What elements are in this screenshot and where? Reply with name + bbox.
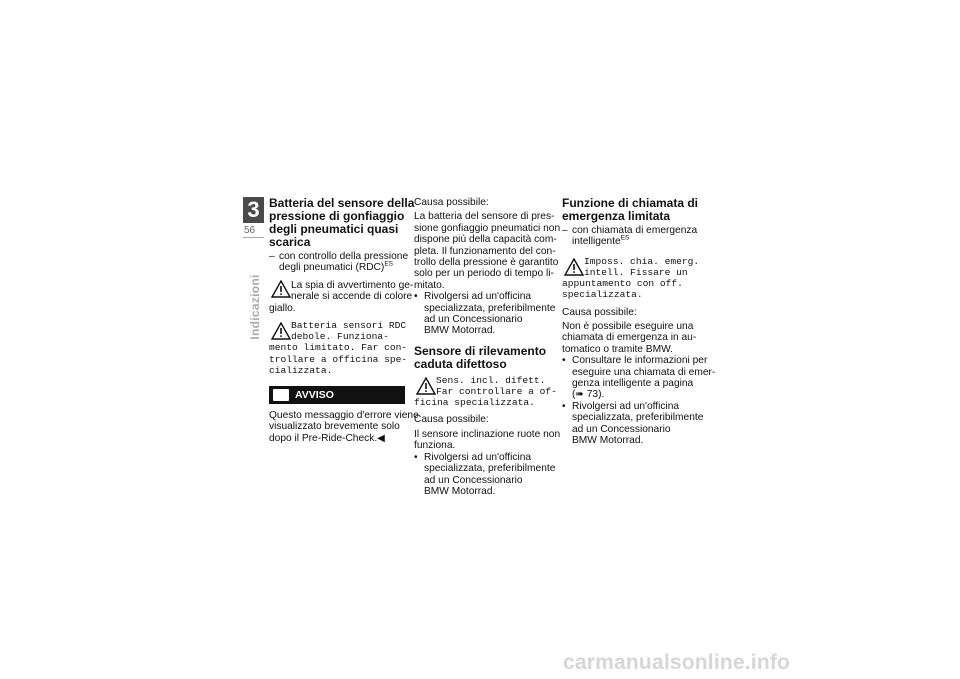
list-item: • Rivolgersi ad un'officina specializzata, preferibilmente ad un Concessionario BMW Motorrad.: [414, 451, 556, 497]
chapter-tab: [243, 197, 264, 223]
column-battery-sensor: [269, 196, 419, 444]
warning-lamp-icon: [271, 280, 291, 298]
divider: [243, 237, 264, 238]
list-item: • Rivolgersi ad un'officina specializzata, preferibilmente ad un Concessionario BMW Motorrad.: [414, 291, 556, 337]
warning-icon: [271, 322, 291, 340]
lamp-indicator: La spia di avvertimento ge- nerale si accende di colore giallo.: [269, 279, 414, 314]
heading-emergency-call: Funzione di chiamata di emergenza limitata: [562, 196, 699, 223]
notice-banner: AVVISO: [269, 386, 405, 404]
cause-text: La batteria del sensore di pres- sione gonfiaggio pneumatici non dispone più della capacità com- pleta. Il funzionamento del con- trollo della pressione è garantito solo per un periodo di tempo li- mitato.: [414, 211, 561, 291]
section-title: Indicazioni: [248, 274, 262, 340]
watermark: carmanualsonline.info: [563, 651, 791, 674]
column-emergency-call: [562, 196, 716, 447]
list-item: • Rivolgersi ad un'officina specializzata, preferibilmente ad un Concessionario BMW Motorrad.: [562, 400, 704, 447]
display-message: Imposs. chia. emerg. intell. Fissare un appuntamento con off. specializzata.: [562, 255, 700, 301]
display-message: Batteria sensori RDC debole. Funziona- mento limitato. Far con- trollare a officina spe- cializzata.: [269, 320, 408, 376]
cause-label: Causa possibile:: [414, 197, 489, 208]
cause-text: Non è possibile eseguire una chiamata di emergenza in au- tomatico o tramite BMW.: [562, 321, 697, 355]
heading-tilt-sensor: Sensore di rilevamento caduta difettoso: [414, 343, 547, 371]
column-tilt-sensor: [414, 197, 561, 497]
warning-icon: [416, 377, 436, 395]
notice-text: Questo messaggio d'errore viene visualizzato brevemente solo dopo il Pre-Ride-Check.◀: [269, 410, 419, 444]
condition-emergency: – con chiamata di emergenza intelligente$^{ES}$: [562, 225, 698, 248]
list-item: • Consultare le informazioni per eseguire una chiamata di emer- genza intelligente a pagina (➠ 73).: [562, 355, 716, 401]
heading-battery-sensor: Batteria del sensore della pressione di gonfiaggio degli pneumatici quasi scarica: [269, 196, 415, 249]
notice-hand-icon: [273, 389, 289, 401]
cause-label: Causa possibile:: [562, 306, 637, 318]
warning-icon: [564, 258, 584, 276]
cause-text: Il sensore inclinazione ruote non funziona.: [414, 428, 561, 452]
cause-label: Causa possibile:: [414, 414, 489, 426]
page-number: 56: [244, 225, 256, 236]
chapter-number: 3: [247, 197, 260, 222]
condition-rdc: – con controllo della pressione degli pneumatici (RDC)$^{ES}$: [269, 251, 409, 274]
display-message: Sens. incl. difett. Far controllare a of- ficina specializzata.: [414, 374, 557, 409]
